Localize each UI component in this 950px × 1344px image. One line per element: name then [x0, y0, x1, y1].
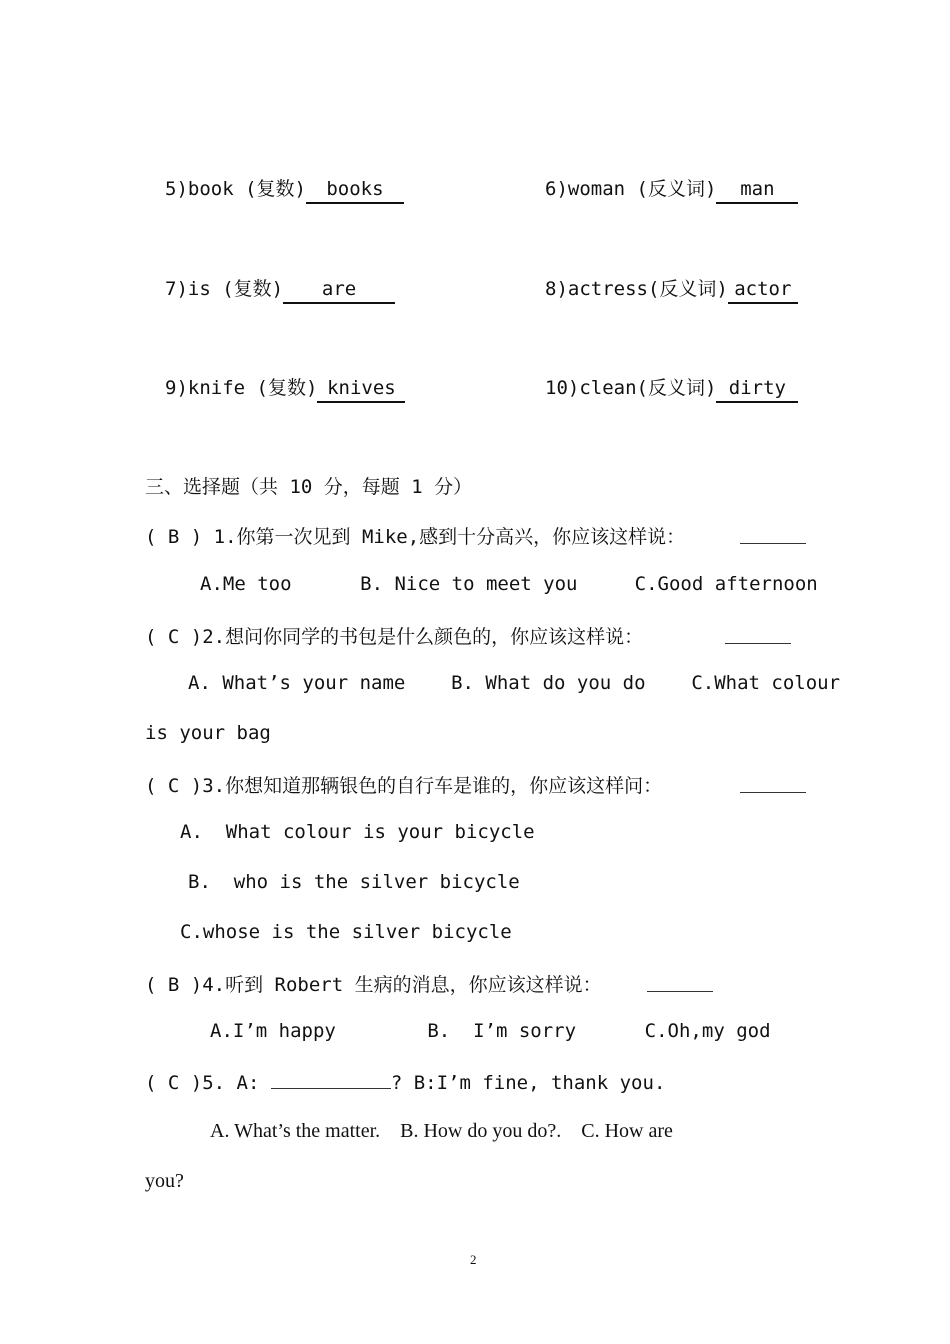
word-form-label: 6)woman (反义词) [545, 178, 717, 200]
question-stem [145, 1070, 665, 1094]
question-options-continued: you? [145, 1170, 184, 1192]
word-form-item [545, 373, 798, 403]
question-options: A. What’s your name B. What do you do C.What colour [188, 672, 841, 694]
option-b: B. who is the silver bicycle [188, 871, 520, 893]
page-number: 2 [470, 1252, 477, 1267]
question-options: A.I’m happy B. I’m sorry C.Oh,my god [210, 1020, 771, 1042]
word-form-item [545, 174, 798, 204]
answer-blank [647, 971, 713, 992]
word-form-answer: dirty [716, 377, 798, 403]
word-form-answer: actor [728, 278, 798, 304]
section-title: 三、选择题（共 10 分，每题 1 分） [145, 476, 473, 498]
word-form-item [165, 174, 404, 204]
word-form-answer: are [283, 278, 395, 304]
word-form-item [545, 274, 798, 304]
word-form-item [165, 274, 395, 304]
word-form-label: 5)book (复数) [165, 178, 306, 200]
word-form-label: 8)actress(反义词) [545, 278, 728, 300]
word-form-label: 7)is (复数) [165, 278, 284, 300]
option-c: C.whose is the silver bicycle [180, 921, 512, 943]
question-stem-start: ( C )5. A: [145, 1072, 260, 1094]
word-form-label: 10)clean(反义词) [545, 377, 717, 399]
word-form-answer: books [306, 178, 404, 204]
question-options-continued: is your bag [145, 722, 271, 744]
answer-blank [271, 1070, 391, 1089]
answer-blank [725, 623, 791, 644]
option-a: A. What colour is your bicycle [180, 821, 535, 843]
question-stem-end: ? B:I’m fine, thank you. [390, 1072, 666, 1094]
question-stem: ( B ) 1.你第一次见到 Mike,感到十分高兴，你应该这样说： [145, 526, 686, 548]
word-form-label: 9)knife (复数) [165, 377, 318, 399]
answer-blank [740, 772, 806, 793]
question-stem: ( C )3.你想知道那辆银色的自行车是谁的，你应该这样问： [145, 775, 663, 797]
word-form-answer: knives [317, 377, 405, 403]
question-stem: ( B )4.听到 Robert 生病的消息，你应该这样说： [145, 974, 602, 996]
question-options: A. What’s the matter. B. How do you do?. C. How are [210, 1120, 673, 1142]
answer-blank [740, 523, 806, 544]
word-form-item [165, 373, 405, 403]
question-stem: ( C )2.想问你同学的书包是什么颜色的，你应该这样说： [145, 626, 644, 648]
question-options: A.Me too B. Nice to meet you C.Good afternoon [200, 573, 818, 595]
word-form-answer: man [716, 178, 798, 204]
